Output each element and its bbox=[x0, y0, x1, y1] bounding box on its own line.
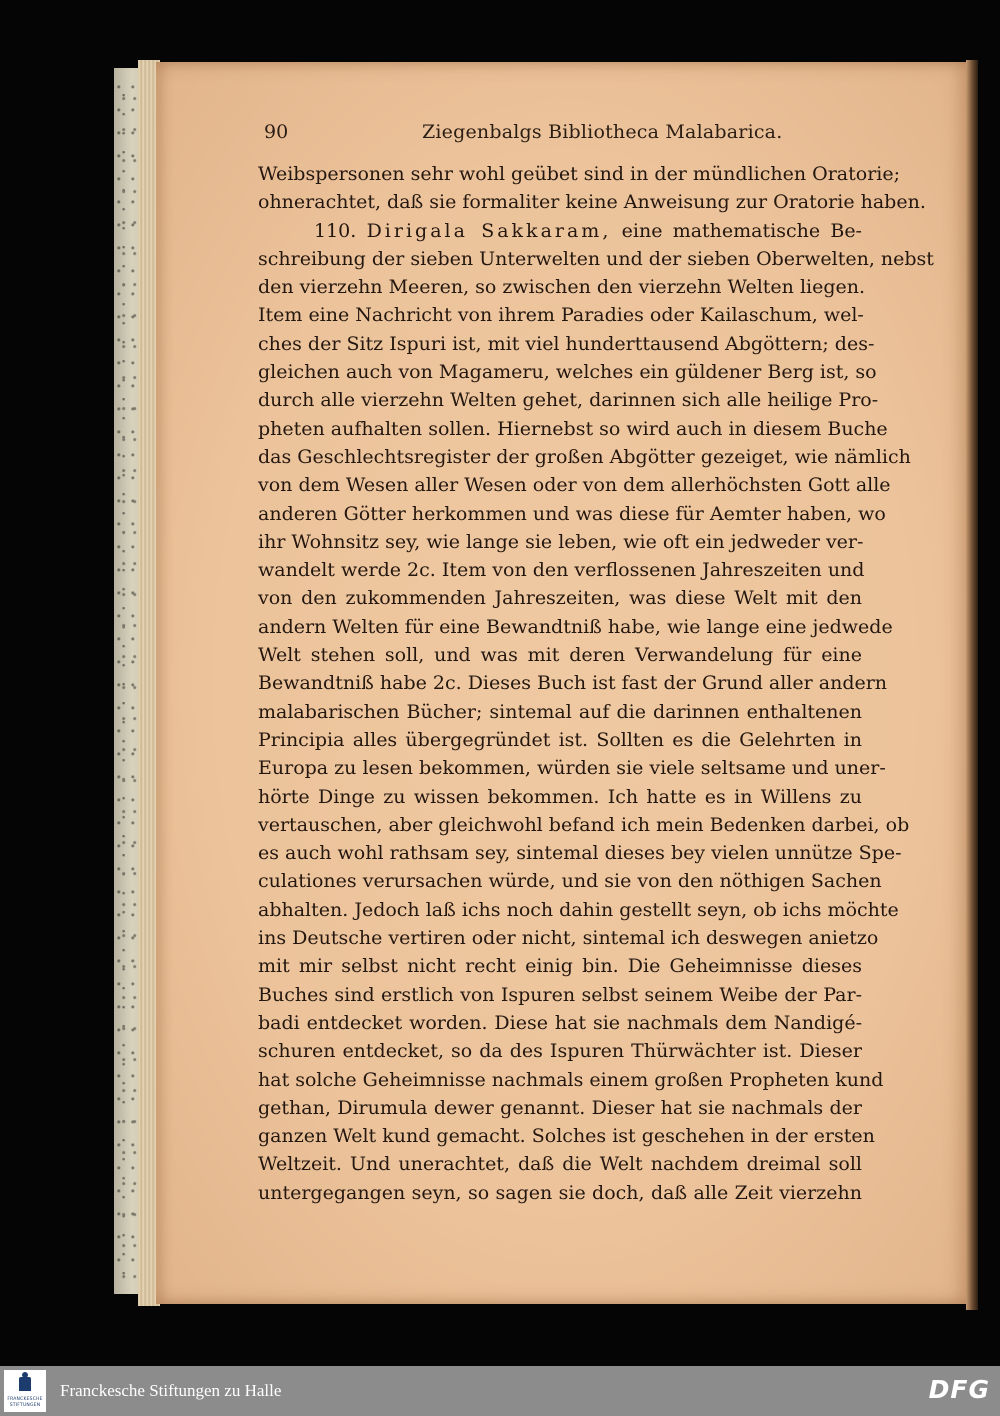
text-line: abhalten. Jedoch laß ichs noch dahin gestellt seyn, ob ichs möchte bbox=[258, 898, 899, 921]
text-line: badi entdecket worden. Diese hat sie nachmals dem Nandigé- bbox=[258, 1011, 862, 1034]
text-line: vertauschen, aber gleichwohl befand ich mein Bedenken darbei, ob bbox=[258, 813, 910, 836]
text-line: gleichen auch von Magameru, welches ein güldener Berg ist, so bbox=[258, 361, 877, 384]
text-line: ches der Sitz Ispuri ist, mit viel hunderttausend Abgöttern; des- bbox=[258, 332, 875, 355]
text-line: Buches sind erstlich von Ispuren selbst seinem Weibe der Par- bbox=[258, 983, 862, 1006]
text-line: Principia alles übergegründet ist. Sollten es die Gelehrten in bbox=[258, 728, 862, 751]
text-line: den vierzehn Meeren, so zwischen den vierzehn Welten liegen. bbox=[258, 276, 866, 299]
page-header bbox=[262, 119, 862, 145]
text-line: ihr Wohnsitz sey, wie lange sie leben, wie oft ein jedweder ver- bbox=[258, 530, 864, 553]
section-number: 110. bbox=[314, 219, 357, 242]
book-title: Dirigala Sakkaram, bbox=[366, 219, 612, 242]
text-line: Item eine Nachricht von ihrem Paradies oder Kailaschum, wel- bbox=[258, 304, 864, 327]
text-line: ohnerachtet, daß sie formaliter keine Anweisung zur Oratorie haben. bbox=[258, 191, 926, 214]
text-line: untergegangen seyn, so sagen sie doch, daß alle Zeit vierzehn bbox=[258, 1181, 862, 1204]
text-line: anderen Götter herkommen und was diese für Aemter haben, wo bbox=[258, 502, 886, 525]
dfg-logo[interactable]: DFG bbox=[928, 1375, 990, 1404]
text-line: Weltzeit. Und unerachtet, daß die Welt nachdem dreimal soll bbox=[258, 1153, 862, 1176]
text-line: Welt stehen soll, und was mit deren Verwandelung für eine bbox=[258, 644, 862, 667]
text-line: ganzen Welt kund gemacht. Solches ist geschehen in der ersten bbox=[258, 1125, 875, 1148]
text-line: pheten aufhalten sollen. Hiernebst so wird auch in diesem Buche bbox=[258, 417, 888, 440]
text-line: schuren entdecket, so da des Ispuren Thürwächter ist. Dieser bbox=[258, 1040, 862, 1063]
text-line: malabarischen Bücher; sintemal auf die darinnen enthaltenen bbox=[258, 700, 862, 723]
viewer-footer bbox=[0, 1366, 1000, 1416]
text-line: andern Welten für eine Bewandtniß habe, wie lange eine jedwede bbox=[258, 615, 893, 638]
text-line: culationes verursachen würde, und sie von den nöthigen Sachen bbox=[258, 870, 882, 893]
text-line: das Geschlechtsregister der großen Abgötter gezeiget, wie nämlich bbox=[258, 445, 911, 468]
text-line: gethan, Dirumula dewer genannt. Dieser hat sie nachmals der bbox=[258, 1096, 862, 1119]
text-line: von den zukommenden Jahreszeiten, was diese Welt mit den bbox=[258, 587, 862, 610]
text-line: schreibung der sieben Unterwelten und der sieben Oberwelten, nebst bbox=[258, 247, 934, 270]
text-line: durch alle vierzehn Welten gehet, darinnen sich alle heilige Pro- bbox=[258, 389, 879, 412]
institution-name[interactable]: Franckesche Stiftungen zu Halle bbox=[60, 1381, 282, 1400]
text-line: von dem Wesen aller Wesen oder von dem allerhöchsten Gott alle bbox=[258, 474, 891, 497]
text-line: Weibspersonen sehr wohl geübet sind in der mündlichen Oratorie; bbox=[258, 163, 901, 185]
text-line bbox=[258, 217, 862, 245]
running-title: Ziegenbalgs Bibliotheca Malabarica. bbox=[422, 121, 783, 143]
text-line: hörte Dinge zu wissen bekommen. Ich hatte es in Willens zu bbox=[258, 785, 862, 808]
text-fragment: eine mathematische Be- bbox=[621, 219, 862, 242]
text-line: wandelt werde 2c. Item von den verflossenen Jahreszeiten und bbox=[258, 559, 865, 582]
page-number: 90 bbox=[264, 121, 289, 143]
institution-logo[interactable] bbox=[4, 1370, 46, 1412]
text-line: Bewandtniß habe 2c. Dieses Buch ist fast der Grund aller andern bbox=[258, 672, 888, 695]
text-line: ins Deutsche vertiren oder nicht, sintemal ich deswegen anietzo bbox=[258, 927, 879, 950]
text-line: Europa zu lesen bekommen, würden sie viele seltsame und uner- bbox=[258, 757, 886, 780]
text-line: hat solche Geheimnisse nachmals einem großen Propheten kund bbox=[258, 1068, 884, 1091]
page-body bbox=[258, 160, 934, 1207]
orphan-statue-icon bbox=[19, 1377, 31, 1391]
text-line: es auch wohl rathsam sey, sintemal dieses bey vielen unnütze Spe- bbox=[258, 842, 902, 865]
text-line: mit mir selbst nicht recht einig bin. Die Geheimnisse dieses bbox=[258, 955, 862, 978]
logo-caption: FRANCKESCHE STIFTUNGEN bbox=[7, 1397, 43, 1408]
book-gutter bbox=[966, 60, 978, 1310]
